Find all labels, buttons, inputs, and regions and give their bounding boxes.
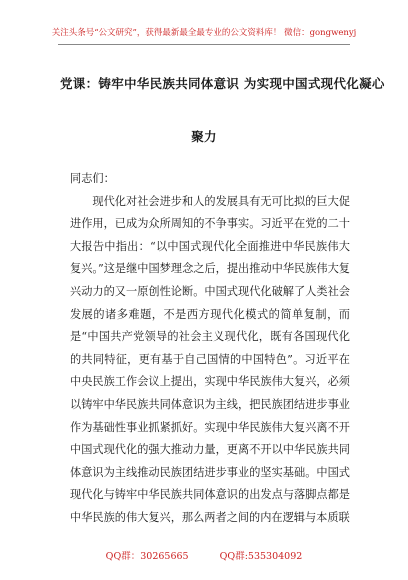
footer-qq-group-1: QQ群：30265665 xyxy=(105,551,189,562)
header-divider xyxy=(58,44,350,45)
footer-contact xyxy=(0,548,408,562)
document-body xyxy=(70,168,350,530)
document-title-line-2: 聚力 xyxy=(191,129,217,144)
document-title-line-1: 党课：铸牢中华民族共同体意识 为实现中国式现代化凝心 xyxy=(60,76,385,91)
footer-qq-group-2: QQ群:535304092 xyxy=(219,551,303,562)
header-promo-note: 关注头条号“公文研究”，获得最新最全最专业的公文资料库！ 微信：gongwenyj xyxy=(51,28,357,38)
salutation: 同志们： xyxy=(70,172,115,185)
body-paragraph: 现代化对社会进步和人的发展具有无可比拟的巨大促进作用，已成为众所周知的不争事实。习近平在党的二十大报告中指出：“以中国式现代化全面推进中华民族伟大复兴。”这是继中国梦理念之后，提出推动中华民族伟大复兴动力的又一原创性论断。中国式现代化破解了人类社会发展的诸多难题，不是西方现代化模式的简单复制，而是“中国共产党领导的社会主义现代化，既有各国现代化的共同特征，更有基于自己国情的中国特色”。习近平在中央民族工作会议上提出，实现中华民族伟大复兴，必须以铸牢中华民族共同体意识为主线，把民族团结进步事业作为基础性事业抓紧抓好。实现中华民族伟大复兴离不开中国式现代化的强大推动力量，更离不开以中华民族共同体意识为主线推动民族团结进步事业的坚实基础。中国式现代化与铸牢中华民族共同体意识的出发点与落脚点都是中华民族的伟大复兴，那么两者之间的内在逻辑与本质联 xyxy=(70,194,350,524)
